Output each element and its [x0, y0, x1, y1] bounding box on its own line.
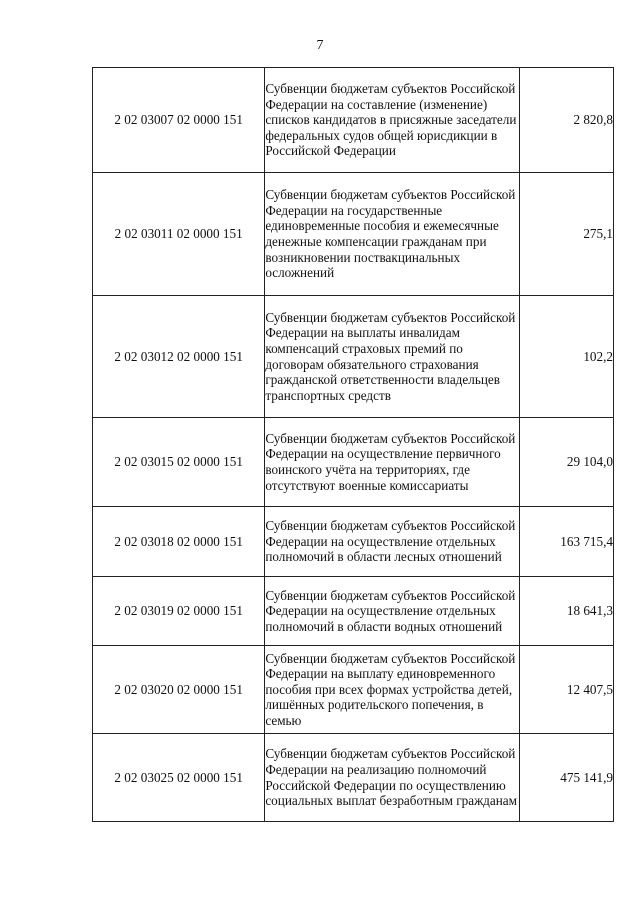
budget-code-cell: 2 02 03019 02 0000 151 [93, 577, 265, 646]
amount-cell: 18 641,3 [519, 577, 613, 646]
table-row [93, 507, 614, 577]
description-cell: Субвенции бюджетам субъектов Российской Федерации на осуществление отдельных полномочий в области лесных отношений [265, 507, 519, 577]
amount-cell: 102,2 [519, 296, 613, 418]
description-cell: Субвенции бюджетам субъектов Российской Федерации на составление (изменение) списков кандидатов в присяжные заседатели федеральных судов общей юрисдикции в Российской Федерации [265, 68, 519, 173]
description-cell: Субвенции бюджетам субъектов Российской Федерации на осуществление первичного воинского учёта на территориях, где отсутствуют военные комиссариаты [265, 418, 519, 507]
budget-code-cell: 2 02 03025 02 0000 151 [93, 734, 265, 822]
table-row [93, 418, 614, 507]
budget-table [92, 67, 614, 822]
budget-code-cell: 2 02 03007 02 0000 151 [93, 68, 265, 173]
page-number: 7 [316, 38, 324, 53]
description-cell: Субвенции бюджетам субъектов Российской Федерации на реализацию полномочий Российской Федерации по осуществлению социальных выплат безработным гражданам [265, 734, 519, 822]
table-row [93, 734, 614, 822]
budget-table-body [93, 68, 614, 822]
table-row [93, 577, 614, 646]
budget-code-cell: 2 02 03020 02 0000 151 [93, 646, 265, 734]
table-row [93, 173, 614, 296]
description-cell: Субвенции бюджетам субъектов Российской Федерации на государственные единовременные пособия и ежемесячные денежные компенсации гражданам при возникновении поствакцинальных осложнений [265, 173, 519, 296]
description-cell: Субвенции бюджетам субъектов Российской Федерации на выплаты инвалидам компенсаций страховых премий по договорам обязательного страхования гражданской ответственности владельцев транспортных средств [265, 296, 519, 418]
budget-code-cell: 2 02 03011 02 0000 151 [93, 173, 265, 296]
amount-cell: 12 407,5 [519, 646, 613, 734]
description-cell: Субвенции бюджетам субъектов Российской Федерации на выплату единовременного пособия при всех формах устройства детей, лишённых родительского попечения, в семью [265, 646, 519, 734]
budget-code-cell: 2 02 03015 02 0000 151 [93, 418, 265, 507]
budget-code-cell: 2 02 03018 02 0000 151 [93, 507, 265, 577]
amount-cell: 475 141,9 [519, 734, 613, 822]
table-row [93, 296, 614, 418]
amount-cell: 163 715,4 [519, 507, 613, 577]
table-row [93, 646, 614, 734]
table-row [93, 68, 614, 173]
budget-code-cell: 2 02 03012 02 0000 151 [93, 296, 265, 418]
description-cell: Субвенции бюджетам субъектов Российской Федерации на осуществление отдельных полномочий в области водных отношений [265, 577, 519, 646]
amount-cell: 2 820,8 [519, 68, 613, 173]
amount-cell: 275,1 [519, 173, 613, 296]
amount-cell: 29 104,0 [519, 418, 613, 507]
